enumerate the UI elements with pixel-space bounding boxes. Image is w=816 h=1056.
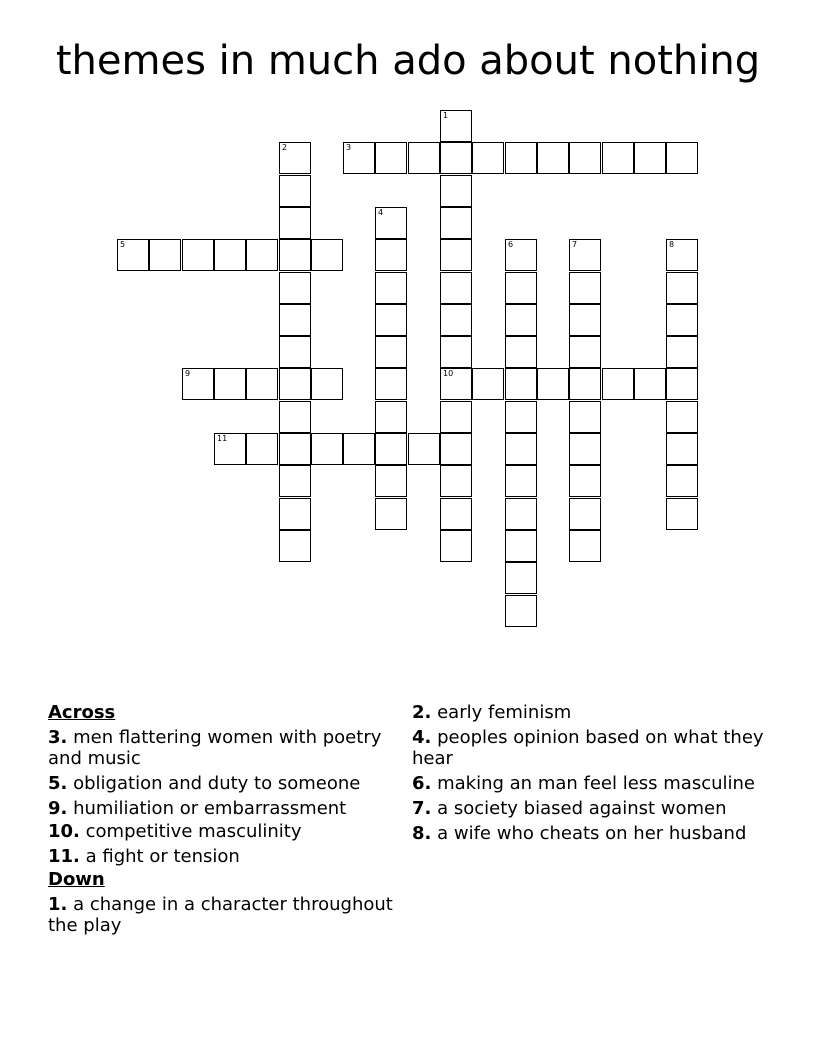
- cell-number: 4: [378, 208, 384, 217]
- crossword-cell[interactable]: [569, 272, 601, 304]
- clue-text: a fight or tension: [85, 846, 240, 867]
- clue-number: 11.: [48, 846, 80, 867]
- crossword-cell[interactable]: [311, 239, 343, 271]
- crossword-cell[interactable]: [666, 272, 698, 304]
- crossword-cell[interactable]: [408, 433, 440, 465]
- crossword-cell[interactable]: [569, 498, 601, 530]
- crossword-cell[interactable]: [505, 239, 537, 271]
- crossword-cell[interactable]: [182, 368, 214, 400]
- crossword-cell[interactable]: [440, 465, 472, 497]
- crossword-cell[interactable]: [569, 142, 601, 174]
- crossword-cell[interactable]: [279, 304, 311, 336]
- clue-across-9: [48, 798, 393, 819]
- crossword-cell[interactable]: [375, 142, 407, 174]
- clue-down-6: [412, 773, 772, 794]
- crossword-cell[interactable]: [666, 304, 698, 336]
- clue-down-7: [412, 798, 772, 819]
- crossword-cell[interactable]: [505, 498, 537, 530]
- crossword-cell[interactable]: [634, 142, 666, 174]
- cell-number: 8: [669, 240, 675, 249]
- crossword-cell[interactable]: [666, 336, 698, 368]
- across-heading: Across: [48, 702, 116, 723]
- page-title: themes in much ado about nothing: [55, 38, 761, 84]
- crossword-cell[interactable]: [279, 272, 311, 304]
- crossword-cell[interactable]: [343, 142, 375, 174]
- crossword-cell[interactable]: [505, 142, 537, 174]
- crossword-cell[interactable]: [279, 175, 311, 207]
- crossword-cell[interactable]: [569, 530, 601, 562]
- crossword-cell[interactable]: [408, 142, 440, 174]
- clue-across-11: [48, 846, 393, 867]
- crossword-cell[interactable]: [279, 433, 311, 465]
- clue-across-3: [48, 727, 393, 769]
- crossword-cell[interactable]: [375, 239, 407, 271]
- crossword-cell[interactable]: [279, 142, 311, 174]
- crossword-cell[interactable]: [666, 498, 698, 530]
- crossword-cell[interactable]: [182, 239, 214, 271]
- crossword-cell[interactable]: [440, 368, 472, 400]
- crossword-cell[interactable]: [279, 239, 311, 271]
- crossword-cell[interactable]: [311, 368, 343, 400]
- clue-down-4: [412, 727, 772, 769]
- crossword-cell[interactable]: [569, 465, 601, 497]
- crossword-cell[interactable]: [505, 465, 537, 497]
- crossword-cell[interactable]: [214, 433, 246, 465]
- clue-text: obligation and duty to someone: [73, 773, 361, 794]
- cell-number: 7: [572, 240, 578, 249]
- crossword-cell[interactable]: [440, 304, 472, 336]
- clue-text: a wife who cheats on her husband: [437, 823, 747, 844]
- clue-number: 7.: [412, 798, 432, 819]
- crossword-cell[interactable]: [440, 498, 472, 530]
- crossword-cell[interactable]: [505, 336, 537, 368]
- crossword-cell[interactable]: [634, 368, 666, 400]
- clue-text: a change in a character throughout the play: [48, 894, 393, 936]
- crossword-cell[interactable]: [375, 272, 407, 304]
- down-heading: Down: [48, 869, 105, 890]
- crossword-cell[interactable]: [537, 368, 569, 400]
- cell-number: 1: [443, 111, 449, 120]
- crossword-cell[interactable]: [569, 304, 601, 336]
- clue-number: 8.: [412, 823, 432, 844]
- crossword-cell[interactable]: [440, 110, 472, 142]
- crossword-cell[interactable]: [375, 498, 407, 530]
- crossword-cell[interactable]: [666, 465, 698, 497]
- crossword-cell[interactable]: [246, 239, 278, 271]
- crossword-cell[interactable]: [375, 304, 407, 336]
- clue-number: 9.: [48, 798, 68, 819]
- crossword-cell[interactable]: [440, 239, 472, 271]
- crossword-cell[interactable]: [569, 239, 601, 271]
- clue-number: 3.: [48, 727, 68, 748]
- clue-text: a society biased against women: [437, 798, 727, 819]
- crossword-cell[interactable]: [279, 368, 311, 400]
- cell-number: 6: [508, 240, 514, 249]
- crossword-cell[interactable]: [505, 595, 537, 627]
- crossword-cell[interactable]: [279, 498, 311, 530]
- clue-down-2: [412, 702, 772, 723]
- clue-text: peoples opinion based on what they hear: [412, 727, 764, 769]
- crossword-cell[interactable]: [440, 433, 472, 465]
- clue-text: making an man feel less masculine: [437, 773, 756, 794]
- clue-text: humiliation or embarrassment: [73, 798, 347, 819]
- crossword-cell[interactable]: [246, 433, 278, 465]
- clue-across-5: [48, 773, 393, 794]
- crossword-cell[interactable]: [472, 368, 504, 400]
- crossword-cell[interactable]: [375, 433, 407, 465]
- cell-number: 10: [443, 369, 454, 378]
- crossword-cell[interactable]: [375, 465, 407, 497]
- crossword-cell[interactable]: [214, 368, 246, 400]
- clue-number: 4.: [412, 727, 432, 748]
- crossword-cell[interactable]: [246, 368, 278, 400]
- crossword-cell[interactable]: [440, 401, 472, 433]
- crossword-cell[interactable]: [505, 304, 537, 336]
- crossword-cell[interactable]: [343, 433, 375, 465]
- crossword-cell[interactable]: [666, 142, 698, 174]
- crossword-cell[interactable]: [375, 336, 407, 368]
- crossword-cell[interactable]: [375, 401, 407, 433]
- clues-left-column: [48, 702, 393, 940]
- clue-number: 5.: [48, 773, 68, 794]
- crossword-cell[interactable]: [569, 336, 601, 368]
- crossword-cell[interactable]: [537, 142, 569, 174]
- crossword-cell[interactable]: [149, 239, 181, 271]
- crossword-cell[interactable]: [440, 272, 472, 304]
- crossword-cell[interactable]: [375, 207, 407, 239]
- crossword-cell[interactable]: [440, 336, 472, 368]
- crossword-cell[interactable]: [440, 175, 472, 207]
- clue-text: competitive masculinity: [85, 821, 302, 842]
- cell-number: 3: [346, 143, 352, 152]
- crossword-cell[interactable]: [440, 142, 472, 174]
- crossword-cell[interactable]: [472, 142, 504, 174]
- clue-number: 2.: [412, 702, 432, 723]
- crossword-cell[interactable]: [311, 433, 343, 465]
- crossword-cell[interactable]: [569, 368, 601, 400]
- crossword-cell[interactable]: [375, 368, 407, 400]
- clue-number: 10.: [48, 821, 80, 842]
- crossword-cell[interactable]: [117, 239, 149, 271]
- clue-number: 1.: [48, 894, 68, 915]
- crossword-cell[interactable]: [569, 433, 601, 465]
- crossword-cell[interactable]: [505, 433, 537, 465]
- cell-number: 5: [120, 240, 126, 249]
- clue-down-8: [412, 823, 772, 844]
- crossword-cell[interactable]: [569, 401, 601, 433]
- crossword-cell[interactable]: [602, 368, 634, 400]
- crossword-cell[interactable]: [505, 562, 537, 594]
- clue-down-1: [48, 894, 393, 936]
- cell-number: 9: [185, 369, 191, 378]
- crossword-cell[interactable]: [279, 530, 311, 562]
- clue-number: 6.: [412, 773, 432, 794]
- crossword-cell[interactable]: [505, 530, 537, 562]
- crossword-cell[interactable]: [279, 465, 311, 497]
- clue-across-10: [48, 821, 393, 842]
- crossword-cell[interactable]: [214, 239, 246, 271]
- crossword-cell[interactable]: [440, 530, 472, 562]
- clues-right-column: [412, 702, 772, 848]
- crossword-cell[interactable]: [666, 368, 698, 400]
- crossword-cell[interactable]: [602, 142, 634, 174]
- clue-text: men flattering women with poetry and music: [48, 727, 382, 769]
- cell-number: 2: [282, 143, 288, 152]
- crossword-cell[interactable]: [505, 272, 537, 304]
- clue-text: early feminism: [437, 702, 572, 723]
- crossword-cell[interactable]: [666, 239, 698, 271]
- crossword-cell[interactable]: [666, 433, 698, 465]
- cell-number: 11: [217, 434, 228, 443]
- crossword-cell[interactable]: [279, 336, 311, 368]
- crossword-cell[interactable]: [279, 401, 311, 433]
- crossword-cell[interactable]: [505, 368, 537, 400]
- crossword-cell[interactable]: [440, 207, 472, 239]
- crossword-cell[interactable]: [279, 207, 311, 239]
- crossword-cell[interactable]: [666, 401, 698, 433]
- crossword-cell[interactable]: [505, 401, 537, 433]
